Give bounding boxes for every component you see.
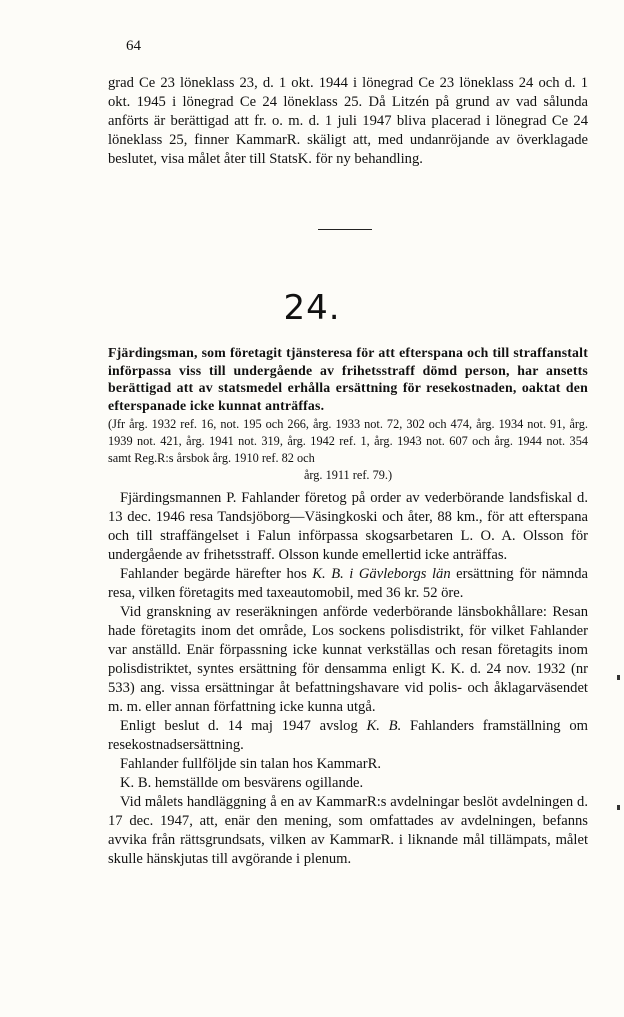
p4-text-b: Fahlanders framställning om resekostnadsersättning. (108, 718, 588, 753)
case-number: 24. (283, 288, 341, 328)
body-paragraph-3: Vid granskning av reseräkningen anförde vederbörande länsbokhållare: Resan hade företagits inom det område, Los sockens polisdistrikt, för vilket Fahlander var anställd. Enär förpassning icke kunnat verkställas och resan företagits inom polisdistriktet, syntes ersättning för densamma enligt K. K. d. 24 nov. 1932 (nr 533) ang. vissa ersättningar åt befattningshavare vid polis- och åklagarväsendet m. m. eller annan författning icke kunna utgå. (108, 604, 588, 715)
body-paragraph-1: Fjärdingsmannen P. Fahlander företog på order av vederbörande landsfiskal d. 13 dec. 1946 resa Tandsjöborg—Väsingkoski och åter, 88 km., för att efterspana och till straffängelset i Falun införpassa skogsarbetaren L. O. A. Olsson för undergående av frihetsstraff. Olsson kunde emellertid icke anträffas. (108, 490, 588, 563)
intro-paragraph: grad Ce 23 löneklass 23, d. 1 okt. 1944 i lönegrad Ce 23 löneklass 24 och d. 1 okt. 1945 i lönegrad Ce 24 löneklass 25. Då Litzén på grund av vad sålunda anförts är berättigad att fr. o. m. d. 1 juli 1947 bliva placerad i lönegrad Ce 24 löneklass 25, finner KammarR. skäligt att, med undanröjande av överklagade beslutet, visa målet åter till StatsK. för ny behandling. (108, 75, 588, 167)
margin-mark (617, 805, 620, 810)
body-paragraph-6: K. B. hemställde om besvärens ogillande. (120, 775, 364, 791)
references (108, 416, 588, 484)
references-last-line: årg. 1911 ref. 79.) (303, 468, 393, 482)
page-number: 64 (126, 38, 141, 54)
p2-text-a: Fahlander begärde härefter hos (120, 566, 313, 582)
body-paragraph-7: Vid målets handläggning å en av KammarR:s avdelningar beslöt avdelningen d. 17 dec. 1947, att, enär den mening, som omfattades av avdelningen, befanns avvika från rättsgrundsats, vilken av KammarR. i liknande mål tillämpats, målet skulle hänskjutas till avgörande i plenum. (108, 794, 588, 867)
p4-authority: K. B. (366, 718, 402, 734)
p4-text-a: Enligt beslut d. 14 maj 1947 avslog (120, 718, 367, 734)
intro-block (108, 74, 588, 169)
margin-mark (617, 675, 620, 680)
p2-authority: K. B. i Gävleborgs län (312, 566, 451, 582)
body-paragraph-5: Fahlander fullföljde sin talan hos KammarR. (120, 756, 382, 772)
case-body (108, 489, 588, 869)
references-text: (Jfr årg. 1932 ref. 16, not. 195 och 266, årg. 1933 not. 72, 302 och 474, årg. 1934 not. 91, årg. 1939 not. 421, årg. 1941 not. 319, årg. 1942 ref. 1, årg. 1943 not. 607 och årg. 1944 not. 354 samt Reg.R:s årsbok årg. 1910 ref. 82 och (108, 417, 588, 465)
section-divider (318, 229, 372, 230)
p2-text-b: ersättning för nämnda resa, vilken företagits med taxeautomobil, med 36 kr. 52 öre. (108, 566, 588, 601)
body-paragraph-4 (108, 717, 588, 755)
body-paragraph-2 (108, 565, 588, 603)
case-summary: Fjärdingsman, som företagit tjänsteresa för att efterspana och till straffanstalt införpassa viss till undergående av frihetsstraff dömd person, har ansetts berättigad att av statsmedel erhålla ersättning för resekostnaden, oaktat den efterspanade icke kunnat anträffas. (108, 345, 588, 413)
